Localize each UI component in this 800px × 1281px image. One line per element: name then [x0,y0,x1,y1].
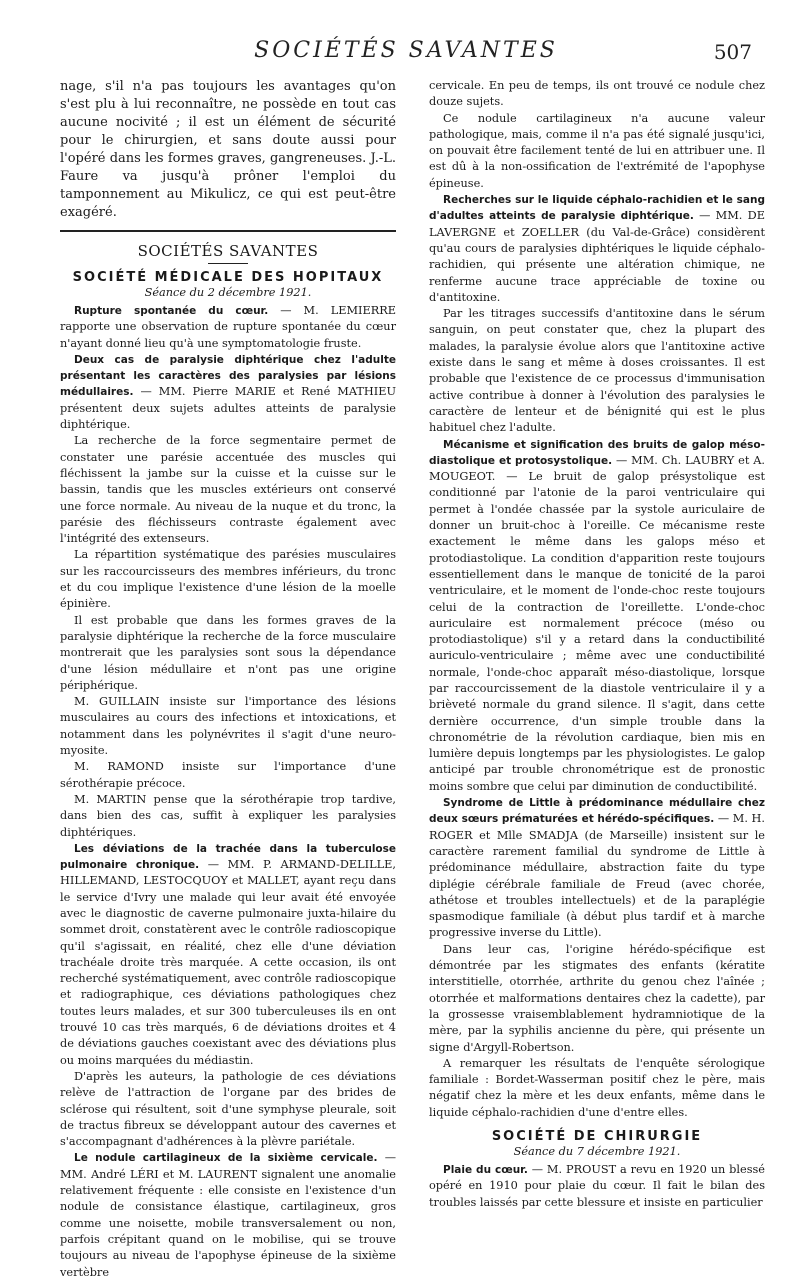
paragraph [60,841,396,1069]
paragraph [60,1069,396,1150]
paragraph-text: Par les titrages successifs d'antitoxine dans le sérum sanguin, on peut constater que, chez la plupart des malades, la paralysie évolue alors que l'antitoxine active existe dans le sang et même à doses croissantes. Il est probable que l'existence de ce processus d'immunisation active contribue à donner à l'évolution des paralysies le caractère de lenteur et de bénignité qui est le plus habituel chez l'adulte. [429,307,765,435]
paragraph [429,78,765,111]
paragraph-text: — M. H. ROGER et Mlle SMADJA (de Marseille) insistent sur le caractère rarement familial du syndrome de Little à prédominance médullaire, abstraction faite du type diplégie cérébrale familiale de Freud (avec chorée, athétose et troubles intellectuels) et de la paraplégie spasmodique familiale (à début plus tardif et à marche progressive inverse du Little). [429,812,765,940]
paragraph-text: — MM. DE LAVERGNE et ZOELLER (du Val-de-Grâce) considèrent qu'au cours de paralysies diphtériques le liquide céphalo-rachidien, qui présente une altération chimique, ne renferme aucune trace appréciable de toxine ou d'antitoxine. [429,209,765,304]
paragraph-lead: Les déviations de la trachée dans la tuberculose pulmonaire chronique. [60,842,396,872]
session-date-chirurgie: Séance du 7 décembre 1921. [513,1145,681,1158]
paragraph [60,759,396,792]
paragraph-lead: Syndrome de Little à prédominance médullaire chez deux sœurs prématurées et hérédo-spécifiques. [429,797,765,826]
society-heading-chirurgie: SOCIÉTÉ DE CHIRURGIE [491,1129,703,1144]
paragraph [429,437,765,796]
society-heading: SOCIÉTÉ MÉDICALE DES HOPITAUX [72,270,384,285]
paragraph [60,792,396,841]
right-paragraphs [429,78,765,1121]
paragraph-text: M. GUILLAIN insiste sur l'importance des lésions musculaires au cours des infections et intoxications, et notamment dans les polynévrites il s'agit d'une neuro-myosite. [60,695,396,758]
paragraph-text: — MM. Pierre MARIE et René MATHIEU présentent deux sujets adultes atteints de paralysie diphtérique. [60,385,396,432]
paragraph-text: Il est probable que dans les formes graves de la paralysie diphtérique la recherche de la force musculaire montrerait que les paralysies sont sous la dépendance d'une lésion médullaire et n'ont pas une origine périphérique. [60,613,396,692]
paragraph-lead: Rupture spontanée du cœur. [74,305,269,317]
paragraph-lead: Recherches sur le liquide céphalo-rachidien et le sang d'adultes atteints de paralysie diphtérique. [429,194,765,223]
paragraph [60,303,396,352]
paragraph-text: — MM. Ch. LAUBRY et A. MOUGEOT. — Le bruit de galop présystolique est conditionné par l'atonie de la paroi ventriculaire qui permet à l'ondée chassée par la systole auriculaire de donner un bruit-choc à l'oreille. Ce mécanisme reste exactement le même dans les galops méso et protodiastolique. La condition d'apparition reste toujours essentiellement dans le manque de tonicité de la paroi ventriculaire, et le moment de l'onde-choc reste toujours celui de la contraction de l'oreillette. L'onde-choc auriculaire est normalement précoce (méso ou protodiastolique) s'il y a retard dans la conductibilité auriculo-ventriculaire ; même avec une conductibilité normale, l'onde-choc apparaît méso-diastolique, lorsque par raccourcissement de la diastole ventriculaire il y a brièveté normale du grand silence. Il s'agit, dans cette dernière occurrence, d'un simple trouble dans la chronométrie de la révolution cardiaque, bien mis en lumière depuis longtemps par les physiologistes. Le galop anticipé par trouble chronométrique est de pronostic moins sombre que celui par diminution de conductibilité. [429,453,765,793]
paragraph-text: M. RAMOND insiste sur l'importance d'une sérothérapie précoce. [60,760,396,790]
paragraph [429,306,765,436]
paragraph-lead: Plaie du cœur. [443,1164,528,1176]
paragraph-lead: Deux cas de paralysie diphtérique chez l'adulte présentant les caractères des paralysies par lésions médullaires. [60,353,396,399]
paragraph-lead: Mécanisme et signification des bruits de galop méso-diastolique et protosystolique. [429,438,765,467]
paragraph-text: M. MARTIN pense que la sérothérapie trop tardive, dans bien des cas, suffit à expliquer les paralysies diphtériques. [60,792,396,839]
paragraph [60,352,396,433]
right-paragraphs-chirurgie [429,1162,765,1211]
paragraph-text: — MM. P. ARMAND-DELILLE, HILLEMAND, LESTOCQUOY et MALLET, ayant reçu dans le service d'Ivry une malade qui leur avait été envoyée avec le diagnostic de caverne pulmonaire juxta-hilaire du sommet droit, constatèrent avec le contrôle radioscopique qu'il s'agissait, en réalité, chez elle d'une déviation trachéale droite très marquée. A cette occasion, ils ont recherché systématiquement, avec contrôle radioscopique et radiographique, ces déviations pathologiques chez toutes leurs malades, et sur 300 tuberculeuses ils en ont trouvé 10 cas très marqués, 6 de déviations droites et 4 de déviations gauches coexistant avec des déviations plus ou moins marquées du médiastin. [60,858,396,1067]
paragraph [429,1162,765,1211]
intro-paragraph: nage, s'il n'a pas toujours les avantages qu'on s'est plu à lui reconnaître, ne possède en tout cas aucune nocivité ; il est un élément de sécurité pour le chirurgien, et sans doute aussi pour l'opéré dans les formes graves, gangreneuses. J.-L. Faure va jusqu'à prôner l'emploi du tamponnement au Mikulicz, ce qui est peut-être exagéré. [60,79,396,220]
paragraph [60,433,396,547]
text-columns [60,78,765,1281]
running-head [60,38,752,70]
intro-block [60,78,396,222]
paragraph [60,613,396,694]
paragraph-text: D'après les auteurs, la pathologie de ces déviations relève de l'attraction de l'organe par des brides de sclérose qui résultent, soit d'une symphyse pleurale, soit de tractus fibreux se développant autour des cavernes et s'accompagnant d'adhérences à la plèvre pariétale. [60,1069,396,1149]
paragraph-text: La répartition systématique des parésies musculaires sur les raccourcisseurs des membres inférieurs, du tronc et du cou implique l'existence d'une lésion de la moelle épinière. [60,548,396,611]
paragraph-text: — M. PROUST a revu en 1920 un blessé opéré en 1910 pour plaie du cœur. Il fait le bilan des troubles laissés par cette blessure et insiste en particulier [429,1163,765,1209]
paragraph [60,1150,396,1280]
page-number: 507 [713,40,752,64]
section-rule [60,230,396,232]
paragraph [60,694,396,759]
paragraph-text: Dans leur cas, l'origine hérédo-spécifique est démontrée par les stigmates des enfants (kératite interstitielle, otorrhée, arthrite du genou chez l'aînée ; otorrhée et malformations dentaires chez la cadette), par la grossesse vraisemblablement hydramniotique de la mère, par la syphilis ancienne du père, qui présente un signe d'Argyll-Robertson. [429,942,765,1054]
paragraph [429,111,765,192]
running-title: SOCIÉTÉS SAVANTES [254,38,558,63]
left-column [60,78,396,1281]
paragraph-text: A remarquer les résultats de l'enquête sérologique familiale : Bordet-Wasserman positif chez le père, mais négatif chez la mère et les deux enfants, même dans le liquide céphalo-rachidien d'une d'entre elles. [429,1056,765,1119]
paragraph [429,192,765,306]
paragraph [429,942,765,1056]
paragraph-text: — M. LEMIERRE rapporte une observation de rupture spontanée du cœur n'ayant donné lieu qu'à une symptomatologie fruste. [60,304,397,350]
section-title-underline [208,263,248,264]
right-column [429,78,765,1281]
paragraph [60,547,396,612]
paragraph [429,1056,765,1121]
session-date: Séance du 2 décembre 1921. [144,286,312,299]
paragraph-text: La recherche de la force segmentaire permet de constater une parésie accentuée des muscles qui fléchissent la jambe sur la cuisse et la cuisse sur le bassin, tandis que les muscles extérieurs ont conservé une force normale. Au niveau de la nuque et du tronc, la parésie des fléchisseurs contraste également avec l'intégrité des extenseurs. [60,434,396,546]
paragraph-text: Ce nodule cartilagineux n'a aucune valeur pathologique, mais, comme il n'a pas été signalé jusqu'ici, on pouvait être facilement tenté de lui en attribuer une. Il est dû à la non-ossification de l'extrémité de l'apophyse épineuse. [429,111,765,190]
paragraph-text: — MM. André LÉRI et M. LAURENT signalent une anomalie relativement fréquente : elle consiste en l'existence d'un nodule de consistance élastique, cartilagineux, gros comme une noisette, mobile transversalement ou non, parfois crépitant quand on le mobilise, qui se trouve toujours au niveau de l'apophyse épineuse de la sixième vertèbre [60,1151,396,1279]
paragraph [429,795,765,942]
paragraph-text: cervicale. En peu de temps, ils ont trouvé ce nodule chez douze sujets. [429,79,765,109]
left-paragraphs [60,303,396,1281]
paragraph-lead: Le nodule cartilagineux de la sixième cervicale. [74,1152,378,1165]
section-title: SOCIÉTÉS SAVANTES [137,242,319,260]
